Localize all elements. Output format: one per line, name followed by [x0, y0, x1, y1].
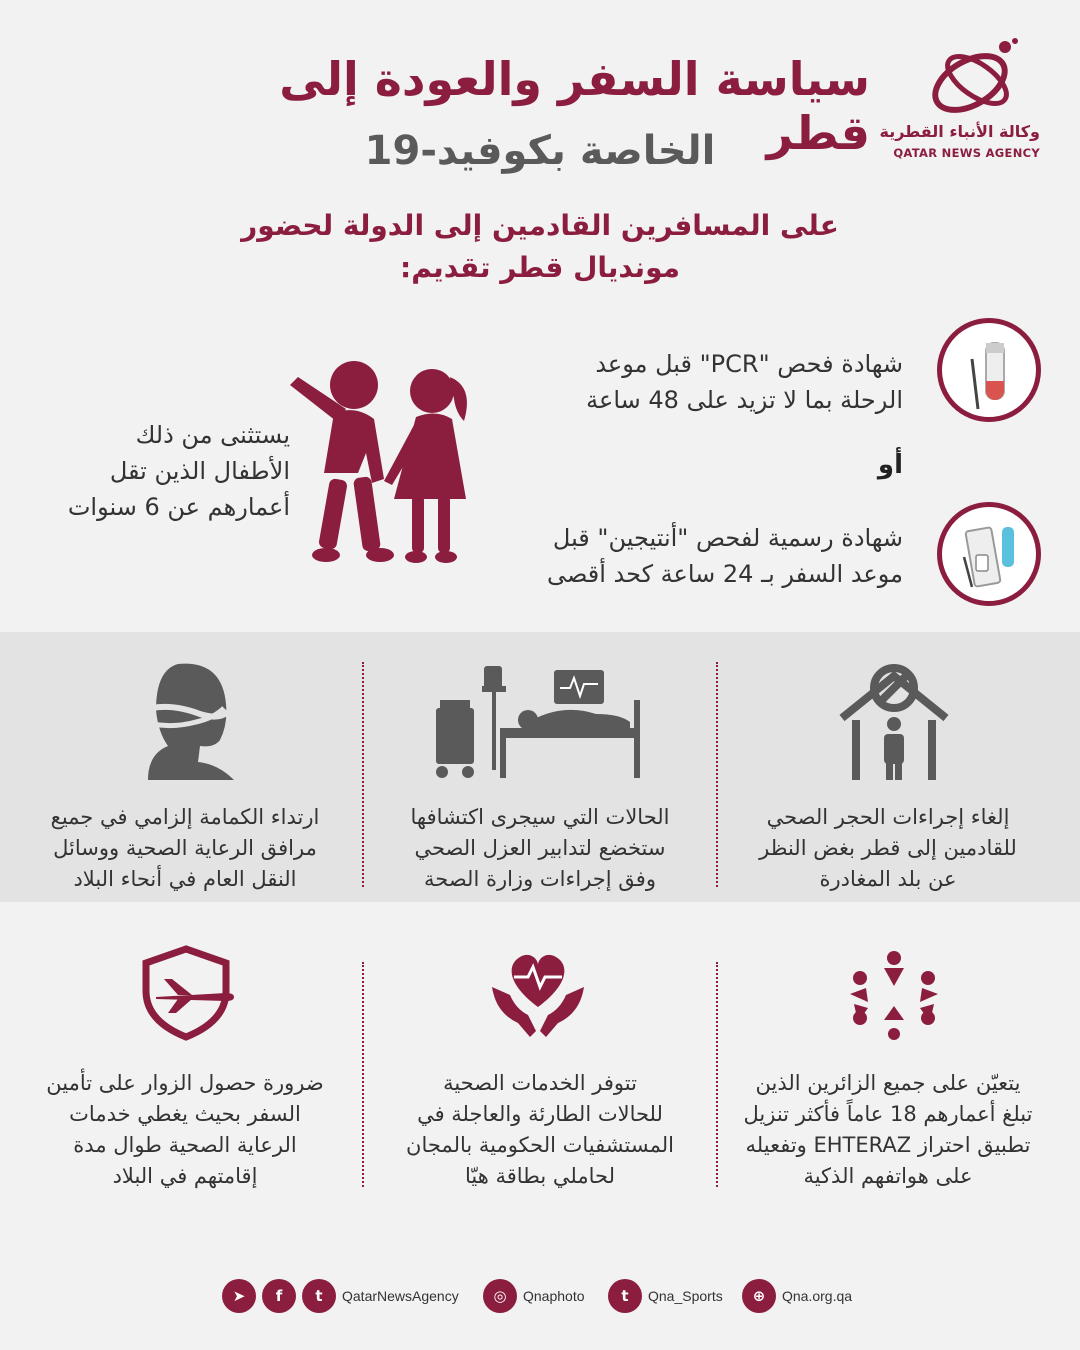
or-label: أو — [877, 450, 903, 480]
no-quarantine-icon — [838, 660, 950, 782]
intro-text — [180, 205, 900, 289]
measure-line: إقامتهم في البلاد — [112, 1164, 258, 1188]
divider — [716, 662, 718, 887]
pcr-test-icon — [937, 318, 1041, 422]
antigen-requirement — [443, 520, 903, 592]
measure-line: الرعاية الصحية طوال مدة — [73, 1133, 297, 1157]
measure-line: تتوفر الخدمات الصحية — [443, 1071, 637, 1095]
logo-name-en: QATAR NEWS AGENCY — [893, 146, 1040, 160]
measure-line: ستخضع لتدابير العزل الصحي — [414, 836, 666, 860]
antigen-line-2: موعد السفر بـ 24 ساعة كحد أقصى — [546, 560, 903, 588]
footer-website — [742, 1278, 852, 1314]
measure-line: عن بلد المغادرة — [819, 867, 957, 891]
children-icon — [282, 355, 492, 570]
pcr-requirement — [483, 346, 903, 418]
telegram-icon[interactable]: ➤ — [222, 1279, 256, 1313]
footer-instagram — [483, 1278, 585, 1314]
page-subtitle: الخاصة بكوفيد-19 — [364, 128, 716, 174]
measure-line: تبلغ أعمارهم 18 عاماً فأكثر تنزيل — [743, 1102, 1033, 1126]
measure-health-services — [375, 1068, 705, 1192]
measure-no-quarantine — [723, 802, 1053, 895]
pcr-line-1: شهادة فحص "PCR" قبل موعد — [595, 350, 903, 378]
measure-line: على هواتفهم الذكية — [803, 1164, 973, 1188]
measure-line: ارتداء الكمامة إلزامي في جميع — [50, 805, 320, 829]
measure-line: ضرورة حصول الزوار على تأمين — [46, 1071, 324, 1095]
instagram-icon[interactable]: ◎ — [483, 1279, 517, 1313]
measure-ehteraz — [723, 1068, 1053, 1192]
face-mask-icon — [148, 660, 238, 782]
exemption-line-1: يستثنى من ذلك — [135, 421, 290, 449]
measure-line: الحالات التي سيجرى اكتشافها — [410, 805, 670, 829]
antigen-test-icon — [937, 502, 1041, 606]
divider — [716, 962, 718, 1187]
travel-insurance-icon — [138, 945, 234, 1041]
measure-line: النقل العام في أنحاء البلاد — [73, 867, 297, 891]
intro-line-2: مونديال قطر تقديم: — [400, 251, 680, 284]
measure-line: إلغاء إجراءات الحجر الصحي — [766, 805, 1010, 829]
measure-line: السفر بحيث يغطي خدمات — [69, 1102, 301, 1126]
measure-mask — [20, 802, 350, 895]
measure-line: يتعيّن على جميع الزائرين الذين — [755, 1071, 1021, 1095]
measure-isolation — [375, 802, 705, 895]
heart-hands-icon — [488, 945, 588, 1041]
divider — [362, 962, 364, 1187]
twitter-icon[interactable]: t — [608, 1279, 642, 1313]
people-circle-icon — [838, 948, 950, 1040]
twitter-icon[interactable]: t — [302, 1279, 336, 1313]
handle-sports[interactable]: Qna_Sports — [648, 1288, 723, 1304]
measure-line: للقادمين إلى قطر بغض النظر — [759, 836, 1017, 860]
pcr-line-2: الرحلة بما لا تزيد على 48 ساعة — [586, 386, 903, 414]
intro-line-1: على المسافرين القادمين إلى الدولة لحضور — [241, 209, 839, 242]
footer-social-main — [222, 1278, 459, 1314]
exemption-text — [30, 417, 290, 525]
measure-line: لحاملي بطاقة هيّا — [465, 1164, 615, 1188]
measure-line: مرافق الرعاية الصحية ووسائل — [53, 836, 317, 860]
facebook-icon[interactable]: f — [262, 1279, 296, 1313]
divider — [362, 662, 364, 887]
measure-travel-insurance — [20, 1068, 350, 1192]
exemption-line-2: الأطفال الذين تقل — [109, 457, 290, 485]
measure-line: للحالات الطارئة والعاجلة في — [417, 1102, 663, 1126]
logo-name-ar: وكالة الأنباء القطرية — [879, 122, 1040, 141]
handle-main[interactable]: QatarNewsAgency — [342, 1288, 459, 1304]
page-title: سياسة السفر والعودة إلى قطر — [279, 52, 870, 160]
exemption-line-3: أعمارهم عن 6 سنوات — [67, 493, 290, 521]
hospital-bed-icon — [432, 660, 652, 782]
handle-instagram[interactable]: Qnaphoto — [523, 1288, 585, 1304]
measure-line: وفق إجراءات وزارة الصحة — [424, 867, 656, 891]
antigen-line-1: شهادة رسمية لفحص "أنتيجين" قبل — [552, 524, 903, 552]
qna-logo-icon — [925, 35, 1030, 120]
measure-line: المستشفيات الحكومية بالمجان — [406, 1133, 674, 1157]
measure-line: تطبيق احتراز EHTERAZ وتفعيله — [745, 1133, 1031, 1157]
globe-icon[interactable]: ⊕ — [742, 1279, 776, 1313]
website-link[interactable]: Qna.org.qa — [782, 1288, 853, 1304]
footer-sports — [608, 1278, 723, 1314]
